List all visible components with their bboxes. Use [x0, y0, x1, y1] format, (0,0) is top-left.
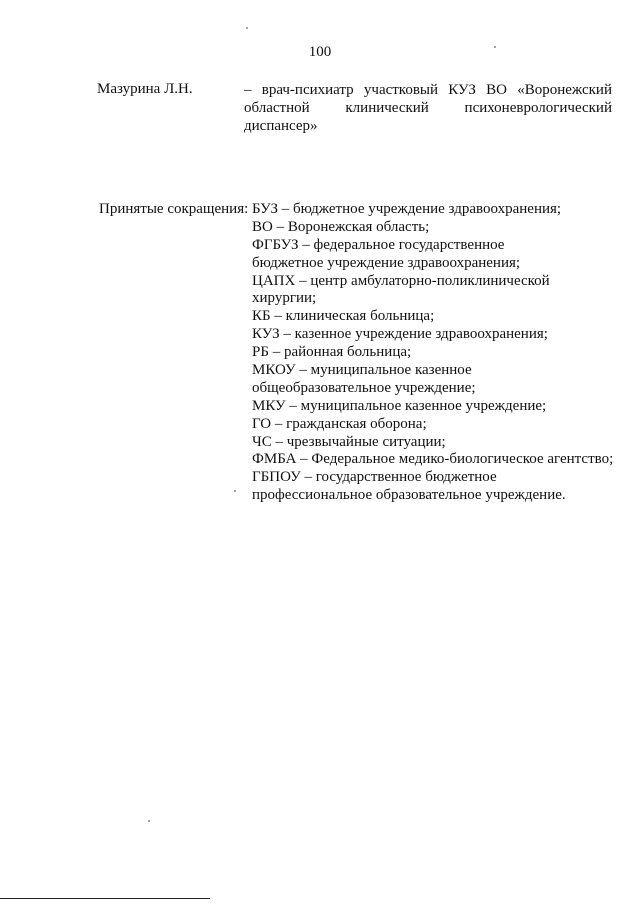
abbreviation-line: БУЗ – бюджетное учреждение здравоохранения;: [252, 201, 562, 217]
person-description-line: диспансер»: [244, 118, 318, 134]
person-description-line: – врач-психиатр участковый КУЗ ВО «Воронежский: [244, 82, 612, 98]
scan-speck: [148, 820, 150, 822]
abbreviation-line: профессиональное образовательное учреждение.: [252, 487, 566, 504]
abbreviation-line: бюджетное учреждение здравоохранения;: [252, 254, 521, 271]
abbreviation-line: ГБПОУ – государственное бюджетное: [252, 469, 497, 486]
scan-speck: [246, 27, 248, 29]
abbreviation-line: КБ – клиническая больница;: [252, 308, 435, 325]
person-description: [244, 81, 612, 135]
abbreviations-list: [252, 201, 632, 505]
abbreviation-line: ЦАПХ – центр амбулаторно-поликлинической: [252, 272, 550, 289]
abbreviation-line: ФМБА – Федеральное медико-биологическое агентство;: [252, 451, 614, 468]
scan-speck: [234, 490, 236, 492]
person-name: Мазурина Л.Н.: [97, 81, 193, 97]
abbreviation-line: МКОУ – муниципальное казенное: [252, 362, 472, 379]
abbreviation-line: ВО – Воронежская область;: [252, 218, 430, 235]
abbreviation-line: ЧС – чрезвычайные ситуации;: [252, 433, 446, 450]
abbreviation-line: хирургии;: [252, 290, 317, 307]
abbreviations-label: Принятые сокращения:: [99, 201, 249, 217]
abbreviation-line: общеобразовательное учреждение;: [252, 379, 476, 396]
abbreviation-line: ФГБУЗ – федеральное государственное: [252, 236, 505, 253]
abbreviation-line: КУЗ – казенное учреждение здравоохранения;: [252, 326, 548, 343]
person-description-line: областной клинический психоневрологический: [244, 100, 612, 116]
abbreviation-line: МКУ – муниципальное казенное учреждение;: [252, 397, 547, 414]
footnote-divider: [0, 898, 210, 899]
abbreviation-line: ГО – гражданская оборона;: [252, 415, 427, 432]
scan-speck: [494, 46, 496, 48]
page-number: 100: [308, 44, 332, 60]
abbreviation-line: РБ – районная больница;: [252, 344, 412, 361]
